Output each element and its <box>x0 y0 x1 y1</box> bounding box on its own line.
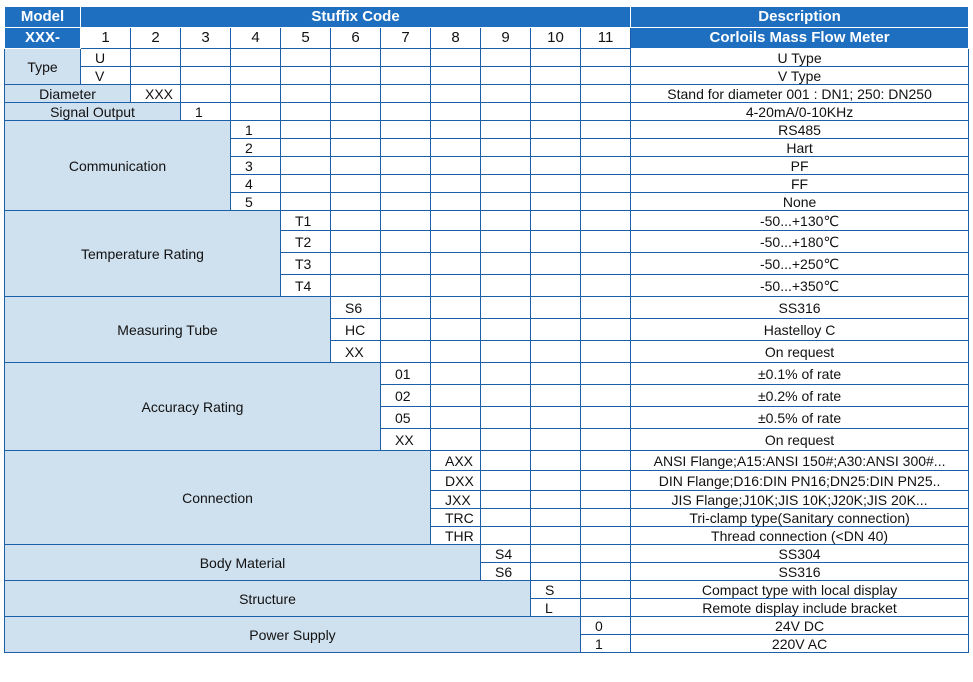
communication-desc: PF <box>631 157 969 175</box>
signal-output-label: Signal Output <box>5 103 181 121</box>
column-number: 8 <box>431 28 481 49</box>
communication-desc: None <box>631 193 969 211</box>
column-number: 3 <box>181 28 231 49</box>
connection-label: Connection <box>5 451 431 545</box>
communication-desc: RS485 <box>631 121 969 139</box>
temperature-desc: -50...+180℃ <box>631 231 969 253</box>
temperature-code: T4 <box>281 275 331 297</box>
type-code: V <box>81 67 131 85</box>
model-code: XXX- <box>5 28 81 49</box>
type-row-u <box>5 49 969 67</box>
accuracy-code: 02 <box>381 385 431 407</box>
diameter-row <box>5 85 969 103</box>
power-supply-row <box>5 617 969 635</box>
connection-desc: ANSI Flange;A15:ANSI 150#;A30:ANSI 300#... <box>631 451 969 471</box>
column-number: 2 <box>131 28 181 49</box>
measuring-tube-code: XX <box>331 341 381 363</box>
accuracy-code: XX <box>381 429 431 451</box>
structure-code: S <box>531 581 581 599</box>
column-number: 6 <box>331 28 381 49</box>
structure-code: L <box>531 599 581 617</box>
connection-code: TRC <box>431 509 481 527</box>
communication-desc: Hart <box>631 139 969 157</box>
column-number: 10 <box>531 28 581 49</box>
suffix-code-header: Stuffix Code <box>81 7 631 28</box>
model-selection-table <box>4 6 969 653</box>
body-material-code: S6 <box>481 563 531 581</box>
column-number: 7 <box>381 28 431 49</box>
connection-desc: DIN Flange;D16:DIN PN16;DN25:DIN PN25.. <box>631 471 969 491</box>
communication-desc: FF <box>631 175 969 193</box>
temperature-code: T1 <box>281 211 331 231</box>
measuring-tube-desc: SS316 <box>631 297 969 319</box>
connection-code: THR <box>431 527 481 545</box>
accuracy-row <box>5 363 969 385</box>
diameter-desc: Stand for diameter 001 : DN1; 250: DN250 <box>631 85 969 103</box>
model-header: Model <box>5 7 81 28</box>
connection-code: JXX <box>431 491 481 509</box>
accuracy-code: 05 <box>381 407 431 429</box>
accuracy-desc: On request <box>631 429 969 451</box>
communication-code: 4 <box>231 175 281 193</box>
power-supply-code: 0 <box>581 617 631 635</box>
measuring-tube-desc: On request <box>631 341 969 363</box>
measuring-tube-code: S6 <box>331 297 381 319</box>
column-number-row <box>5 28 969 49</box>
power-supply-desc: 24V DC <box>631 617 969 635</box>
accuracy-code: 01 <box>381 363 431 385</box>
body-material-desc: SS316 <box>631 563 969 581</box>
measuring-tube-label: Measuring Tube <box>5 297 331 363</box>
measuring-tube-row <box>5 297 969 319</box>
column-number: 11 <box>581 28 631 49</box>
column-number: 5 <box>281 28 331 49</box>
signal-output-code: 1 <box>181 103 231 121</box>
description-header: Description <box>631 7 969 28</box>
temperature-code: T3 <box>281 253 331 275</box>
column-number: 4 <box>231 28 281 49</box>
accuracy-desc: ±0.5% of rate <box>631 407 969 429</box>
model-code-table-container <box>4 6 969 653</box>
power-supply-code: 1 <box>581 635 631 653</box>
structure-desc: Remote display include bracket <box>631 599 969 617</box>
temperature-row <box>5 211 969 231</box>
diameter-label: Diameter <box>5 85 131 103</box>
body-material-desc: SS304 <box>631 545 969 563</box>
connection-row <box>5 451 969 471</box>
connection-desc: Tri-clamp type(Sanitary connection) <box>631 509 969 527</box>
signal-output-row <box>5 103 969 121</box>
body-material-code: S4 <box>481 545 531 563</box>
type-label: Type <box>5 49 81 85</box>
connection-desc: Thread connection (<DN 40) <box>631 527 969 545</box>
accuracy-desc: ±0.2% of rate <box>631 385 969 407</box>
type-desc: V Type <box>631 67 969 85</box>
signal-output-desc: 4-20mA/0-10KHz <box>631 103 969 121</box>
communication-code: 2 <box>231 139 281 157</box>
temperature-desc: -50...+350℃ <box>631 275 969 297</box>
communication-code: 1 <box>231 121 281 139</box>
type-row-v <box>5 67 969 85</box>
structure-desc: Compact type with local display <box>631 581 969 599</box>
type-desc: U Type <box>631 49 969 67</box>
connection-code: AXX <box>431 451 481 471</box>
type-code: U <box>81 49 131 67</box>
power-supply-label: Power Supply <box>5 617 581 653</box>
accuracy-rating-label: Accuracy Rating <box>5 363 381 451</box>
connection-code: DXX <box>431 471 481 491</box>
temperature-rating-label: Temperature Rating <box>5 211 281 297</box>
product-name: Corloils Mass Flow Meter <box>631 28 969 49</box>
communication-label: Communication <box>5 121 231 211</box>
header-row <box>5 7 969 28</box>
body-material-label: Body Material <box>5 545 481 581</box>
structure-label: Structure <box>5 581 531 617</box>
column-number: 9 <box>481 28 531 49</box>
communication-code: 5 <box>231 193 281 211</box>
measuring-tube-desc: Hastelloy C <box>631 319 969 341</box>
temperature-desc: -50...+250℃ <box>631 253 969 275</box>
diameter-code: XXX <box>131 85 181 103</box>
communication-row <box>5 121 969 139</box>
structure-row <box>5 581 969 599</box>
temperature-desc: -50...+130℃ <box>631 211 969 231</box>
accuracy-desc: ±0.1% of rate <box>631 363 969 385</box>
temperature-code: T2 <box>281 231 331 253</box>
connection-desc: JIS Flange;J10K;JIS 10K;J20K;JIS 20K... <box>631 491 969 509</box>
column-number: 1 <box>81 28 131 49</box>
communication-code: 3 <box>231 157 281 175</box>
power-supply-desc: 220V AC <box>631 635 969 653</box>
body-material-row <box>5 545 969 563</box>
measuring-tube-code: HC <box>331 319 381 341</box>
